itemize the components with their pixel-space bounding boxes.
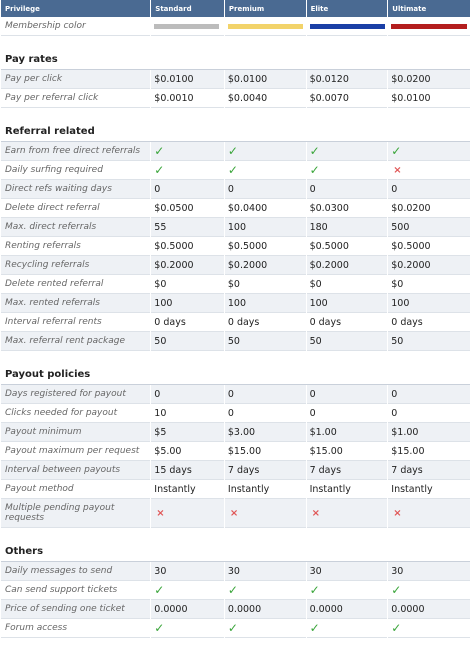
- value-cell: $0.2000: [225, 256, 306, 275]
- checkmark-icon: ✓: [391, 583, 402, 597]
- table-row: [1, 404, 470, 423]
- table-row: [1, 180, 470, 199]
- color-cell: [151, 17, 224, 36]
- value-cell: [151, 499, 224, 528]
- checkmark-icon: ✓: [391, 621, 402, 635]
- value-cell: $0.0100: [388, 89, 470, 108]
- value-cell: 15 days: [151, 461, 224, 480]
- value-cell: $1.00: [388, 423, 470, 442]
- value-cell: 0.0000: [225, 600, 306, 619]
- value-cell: 7 days: [388, 461, 470, 480]
- value-cell: 10: [151, 404, 224, 423]
- value-cell: 50: [388, 332, 470, 351]
- table-row: [1, 199, 470, 218]
- value-cell: 50: [151, 332, 224, 351]
- color-cell: [225, 17, 306, 36]
- table-row: [1, 237, 470, 256]
- value-cell: $0.0070: [307, 89, 388, 108]
- value-cell: 0: [307, 404, 388, 423]
- cross-icon: ×: [393, 507, 402, 519]
- checkmark-icon: ✓: [227, 144, 238, 158]
- checkmark-icon: ✓: [227, 583, 238, 597]
- color-swatch-standard: [154, 24, 219, 29]
- row-label: Can send support tickets: [1, 581, 150, 600]
- value-cell: 0: [225, 404, 306, 423]
- checkmark-icon: ✓: [154, 583, 165, 597]
- row-label: Renting referrals: [1, 237, 150, 256]
- value-cell: $0: [307, 275, 388, 294]
- value-cell: [225, 581, 306, 600]
- value-cell: 0.0000: [388, 600, 470, 619]
- table-row: [1, 218, 470, 237]
- checkmark-icon: ✓: [309, 163, 320, 177]
- row-label: Price of sending one ticket: [1, 600, 150, 619]
- value-cell: [307, 581, 388, 600]
- value-cell: $0.0010: [151, 89, 224, 108]
- value-cell: 100: [151, 294, 224, 313]
- value-cell: [151, 161, 224, 180]
- value-cell: $0.0200: [388, 70, 470, 89]
- value-cell: $0.0300: [307, 199, 388, 218]
- value-cell: 500: [388, 218, 470, 237]
- value-cell: [307, 161, 388, 180]
- value-cell: 0 days: [307, 313, 388, 332]
- value-cell: 30: [151, 562, 224, 581]
- table-row: [1, 332, 470, 351]
- checkmark-icon: ✓: [391, 144, 402, 158]
- value-cell: [225, 619, 306, 638]
- value-cell: 0: [307, 180, 388, 199]
- value-cell: [225, 499, 306, 528]
- row-label: Max. referral rent package: [1, 332, 150, 351]
- table-row: [1, 600, 470, 619]
- value-cell: Instantly: [388, 480, 470, 499]
- value-cell: 0: [225, 385, 306, 404]
- row-label: Max. rented referrals: [1, 294, 150, 313]
- checkmark-icon: ✓: [309, 144, 320, 158]
- value-cell: $0.0100: [225, 70, 306, 89]
- checkmark-icon: ✓: [154, 144, 165, 158]
- table-row: [1, 562, 470, 581]
- value-cell: $0.0200: [388, 199, 470, 218]
- row-label: Delete rented referral: [1, 275, 150, 294]
- color-cell: [307, 17, 388, 36]
- value-cell: Instantly: [307, 480, 388, 499]
- table-row: [1, 256, 470, 275]
- value-cell: $5.00: [151, 442, 224, 461]
- value-cell: 50: [307, 332, 388, 351]
- value-cell: $15.00: [307, 442, 388, 461]
- table-row: [1, 461, 470, 480]
- value-cell: 100: [388, 294, 470, 313]
- value-cell: $0.0040: [225, 89, 306, 108]
- col-header-ultimate: Ultimate: [388, 0, 470, 17]
- value-cell: 0 days: [151, 313, 224, 332]
- value-cell: $0.0500: [151, 199, 224, 218]
- table-row: [1, 89, 470, 108]
- value-cell: 30: [307, 562, 388, 581]
- table-row: [1, 161, 470, 180]
- value-cell: Instantly: [225, 480, 306, 499]
- table-row: [1, 142, 470, 161]
- checkmark-icon: ✓: [309, 621, 320, 635]
- value-cell: [225, 142, 306, 161]
- section-title-others: Others: [1, 528, 470, 562]
- row-label: Pay per click: [1, 70, 150, 89]
- table-row: [1, 70, 470, 89]
- table-row: [1, 581, 470, 600]
- value-cell: 100: [225, 218, 306, 237]
- row-label: Delete direct referral: [1, 199, 150, 218]
- cross-icon: ×: [393, 164, 402, 176]
- value-cell: 0: [307, 385, 388, 404]
- table-row: [1, 313, 470, 332]
- value-cell: 30: [225, 562, 306, 581]
- cross-icon: ×: [156, 507, 165, 519]
- row-label: Payout method: [1, 480, 150, 499]
- row-label: Clicks needed for payout: [1, 404, 150, 423]
- value-cell: [388, 161, 470, 180]
- col-header-privilege: Privilege: [1, 0, 150, 17]
- section-header: [1, 528, 470, 562]
- color-swatch-ultimate: [391, 24, 467, 29]
- checkmark-icon: ✓: [227, 163, 238, 177]
- value-cell: [225, 161, 306, 180]
- value-cell: $0.0400: [225, 199, 306, 218]
- color-cell: [388, 17, 470, 36]
- value-cell: $1.00: [307, 423, 388, 442]
- table-row: [1, 294, 470, 313]
- value-cell: $0.2000: [388, 256, 470, 275]
- row-label: Daily surfing required: [1, 161, 150, 180]
- value-cell: 0.0000: [151, 600, 224, 619]
- value-cell: [388, 142, 470, 161]
- value-cell: $0.5000: [151, 237, 224, 256]
- row-label: Daily messages to send: [1, 562, 150, 581]
- table-row: [1, 423, 470, 442]
- col-header-standard: Standard: [151, 0, 224, 17]
- row-label: Payout minimum: [1, 423, 150, 442]
- value-cell: [388, 619, 470, 638]
- value-cell: [307, 499, 388, 528]
- value-cell: 0: [151, 180, 224, 199]
- value-cell: [151, 619, 224, 638]
- value-cell: 100: [225, 294, 306, 313]
- row-label: Interval referral rents: [1, 313, 150, 332]
- value-cell: 0.0000: [307, 600, 388, 619]
- value-cell: $0.2000: [151, 256, 224, 275]
- section-header: [1, 351, 470, 385]
- value-cell: $15.00: [388, 442, 470, 461]
- value-cell: Instantly: [151, 480, 224, 499]
- row-label: Days registered for payout: [1, 385, 150, 404]
- value-cell: 0 days: [388, 313, 470, 332]
- section-title-pay-rates: Pay rates: [1, 36, 470, 70]
- value-cell: [307, 142, 388, 161]
- row-label: Direct refs waiting days: [1, 180, 150, 199]
- value-cell: 180: [307, 218, 388, 237]
- section-title-payout-policies: Payout policies: [1, 351, 470, 385]
- row-label: Recycling referrals: [1, 256, 150, 275]
- value-cell: [151, 142, 224, 161]
- value-cell: 0 days: [225, 313, 306, 332]
- cross-icon: ×: [229, 507, 239, 519]
- value-cell: $0: [225, 275, 306, 294]
- color-swatch-elite: [310, 24, 385, 29]
- col-header-premium: Premium: [225, 0, 306, 17]
- value-cell: 50: [225, 332, 306, 351]
- value-cell: $0.5000: [225, 237, 306, 256]
- checkmark-icon: ✓: [154, 163, 165, 177]
- col-header-elite: Elite: [307, 0, 388, 17]
- row-label: Multiple pending payout requests: [1, 499, 150, 528]
- table-row: [1, 499, 470, 528]
- row-label: Earn from free direct referrals: [1, 142, 150, 161]
- section-title-referral-related: Referral related: [1, 108, 470, 142]
- value-cell: 7 days: [225, 461, 306, 480]
- section-header: [1, 108, 470, 142]
- value-cell: 0: [388, 404, 470, 423]
- checkmark-icon: ✓: [227, 621, 238, 635]
- value-cell: $15.00: [225, 442, 306, 461]
- value-cell: $0: [151, 275, 224, 294]
- table-row: [1, 442, 470, 461]
- section-header: [1, 36, 470, 70]
- value-cell: 7 days: [307, 461, 388, 480]
- value-cell: [388, 581, 470, 600]
- row-label: Membership color: [1, 17, 150, 36]
- table-header-row: [1, 0, 470, 17]
- value-cell: 0: [151, 385, 224, 404]
- value-cell: 55: [151, 218, 224, 237]
- color-swatch-premium: [228, 24, 303, 29]
- row-label: Interval between payouts: [1, 461, 150, 480]
- value-cell: $0.0100: [151, 70, 224, 89]
- table-row: [1, 385, 470, 404]
- value-cell: 30: [388, 562, 470, 581]
- value-cell: $0.0120: [307, 70, 388, 89]
- table-row: [1, 480, 470, 499]
- row-label: Payout maximum per request: [1, 442, 150, 461]
- table-row: [1, 619, 470, 638]
- cross-icon: ×: [311, 507, 320, 519]
- value-cell: $3.00: [225, 423, 306, 442]
- membership-color-row: [1, 17, 470, 36]
- row-label: Max. direct referrals: [1, 218, 150, 237]
- value-cell: 100: [307, 294, 388, 313]
- value-cell: [388, 499, 470, 528]
- row-label: Pay per referral click: [1, 89, 150, 108]
- value-cell: [151, 581, 224, 600]
- row-label: Forum access: [1, 619, 150, 638]
- value-cell: $5: [151, 423, 224, 442]
- value-cell: 0: [388, 385, 470, 404]
- checkmark-icon: ✓: [154, 621, 165, 635]
- value-cell: $0: [388, 275, 470, 294]
- value-cell: 0: [225, 180, 306, 199]
- value-cell: $0.5000: [307, 237, 388, 256]
- value-cell: $0.5000: [388, 237, 470, 256]
- checkmark-icon: ✓: [309, 583, 320, 597]
- value-cell: $0.2000: [307, 256, 388, 275]
- value-cell: 0: [388, 180, 470, 199]
- table-row: [1, 275, 470, 294]
- value-cell: [307, 619, 388, 638]
